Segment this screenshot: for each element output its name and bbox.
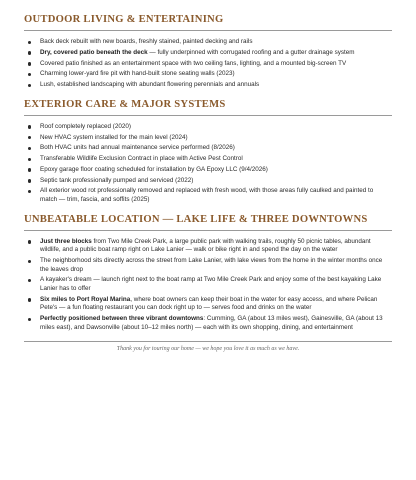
sections-container (24, 14, 392, 332)
item-text: Charming lower-yard fire pit with hand-built stone seating walls (2023) (40, 70, 235, 78)
item-highlight: Six miles to Port Royal Marina (40, 295, 131, 303)
item-text: : Cumming, GA (about 13 miles west), Gainesville, GA (about 13 miles east), and Dawsonville (about 10–12 miles north) — each with its own shopping, dining, and entertainment (40, 315, 383, 331)
list-item (24, 296, 392, 313)
item-text: from Two Mile Creek Park, a large public park with walking trails, roughly 50 picnic tables, abundant wildlife, and a public boat ramp right on Lake Lanier — walk or bike right in and spend the day on the water (40, 237, 371, 254)
item-text: A kayaker's dream — launch right next to the boat ramp at Two Mile Creek Park and enjoy some of the best kayaking Lake Lanier has to offer (40, 276, 382, 292)
section-title: UNBEATABLE LOCATION — LAKE LIFE & THREE DOWNTOWNS (24, 213, 368, 225)
list-item (24, 38, 392, 47)
bullet-icon (28, 136, 31, 139)
bullet-list (24, 38, 392, 90)
bullet-icon (28, 73, 31, 76)
bullet-icon (28, 240, 31, 243)
bullet-icon (28, 298, 31, 301)
bullet-icon (28, 84, 31, 87)
section (24, 214, 392, 333)
bullet-icon (28, 190, 31, 193)
item-text: Both HVAC units had annual maintenance service performed (8/2026) (40, 144, 235, 152)
footer-note: Thank you for touring our home — we hope you love it as much as we have. (116, 346, 300, 353)
section-title: OUTDOOR LIVING & ENTERTAINING (24, 14, 224, 25)
item-text: New HVAC system installed for the main level (2024) (40, 133, 188, 141)
list-item (24, 144, 392, 153)
footer-divider (24, 341, 392, 342)
item-highlight: Just three blocks (40, 237, 92, 245)
section-divider (24, 230, 392, 231)
item-highlight: Perfectly positioned between three vibrant downtowns (40, 315, 204, 323)
bullet-list (24, 123, 392, 205)
section-title: EXTERIOR CARE & MAJOR SYSTEMS (24, 98, 226, 110)
item-text: Roof completely replaced (2020) (40, 122, 132, 130)
bullet-icon (28, 279, 31, 282)
list-item (24, 134, 392, 143)
section-divider (24, 30, 392, 31)
bullet-icon (28, 51, 31, 54)
list-item (24, 177, 392, 186)
bullet-icon (28, 125, 31, 128)
list-item (24, 123, 392, 132)
item-text: Covered patio finished as an entertainment space with two ceiling fans, lighting, and a mounted big-screen TV (40, 59, 347, 67)
section (24, 14, 392, 90)
item-text: All exterior wood rot professionally removed and replaced with fresh wood, with those areas fully caulked and painted to match — trim, fascia, and soffits (2025) (40, 187, 374, 203)
list-item (24, 276, 392, 293)
item-highlight: Dry, covered patio beneath the deck (40, 48, 148, 56)
list-item (24, 70, 392, 79)
item-text: Septic tank professionally pumped and serviced (2022) (40, 176, 194, 184)
bullet-icon (28, 168, 31, 171)
section (24, 99, 392, 205)
list-item (24, 60, 392, 69)
list-item (24, 81, 392, 90)
item-text: , where boat owners can keep their boat in the water for easy access, and where Pelican Pete's — a fun floating restaurant you can dock right up to — serves food and drinks on the water (40, 295, 378, 312)
item-text: — fully underpinned with corrugated roofing and a gutter drainage system (147, 48, 355, 56)
section-divider (24, 115, 392, 116)
bullet-list (24, 238, 392, 333)
bullet-icon (28, 179, 31, 182)
bullet-icon (28, 260, 31, 263)
item-text: Back deck rebuilt with new boards, freshly stained, painted decking and rails (40, 38, 253, 45)
bullet-icon (28, 147, 31, 150)
item-text: Epoxy garage floor coating scheduled for installation by GA Epoxy LLC (9/4/2026) (40, 165, 268, 173)
bullet-icon (28, 62, 31, 65)
list-item (24, 155, 392, 164)
list-item (24, 166, 392, 175)
list-item (24, 315, 392, 332)
item-text: Lush, established landscaping with abundant flowering perennials and annuals (40, 81, 260, 89)
bullet-icon (28, 41, 31, 44)
item-text: Transferable Wildlife Exclusion Contract in place with Active Pest Control (40, 155, 243, 163)
list-item (24, 187, 392, 204)
item-text: The neighborhood sits directly across the street from Lake Lanier, with lake views from the home in the winter months once the leaves drop (40, 256, 383, 273)
bullet-icon (28, 158, 31, 161)
bullet-icon (28, 318, 31, 321)
list-item (24, 238, 392, 255)
list-item (24, 257, 392, 274)
list-item (24, 49, 392, 58)
